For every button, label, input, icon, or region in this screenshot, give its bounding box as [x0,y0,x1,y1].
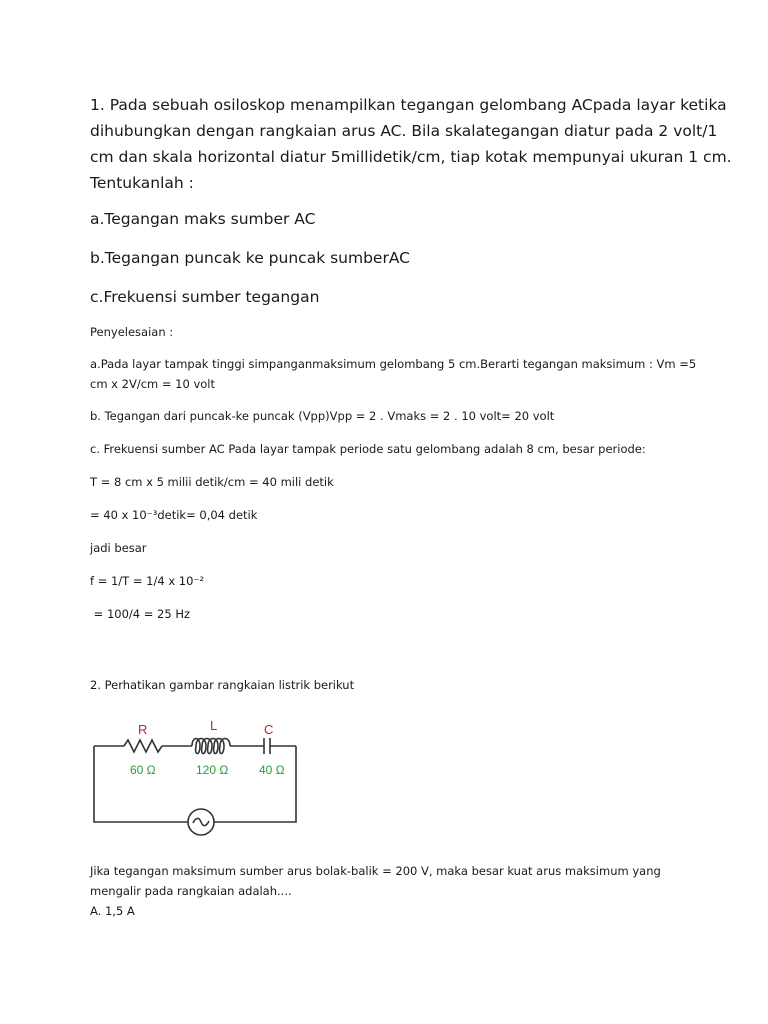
solution-period-2: = 40 x 10⁻³detik= 0,04 detik [90,508,258,522]
q1-line-1: 1. Pada sebuah osiloskop menampilkan tegangan gelombang ACpada layar ketika [90,96,727,114]
q2-text-2: mengalir pada rangkaian adalah.... [90,884,292,898]
q2-title: 2. Perhatikan gambar rangkaian listrik berikut [90,678,355,692]
capacitor-label: C [264,722,274,737]
resistor-label: R [138,722,148,737]
solution-c: c. Frekuensi sumber AC Pada layar tampak periode satu gelombang adalah 8 cm, besar periode: [90,442,646,456]
q1-option-c: c.Frekuensi sumber tegangan [90,288,320,306]
inductor-symbol [192,739,230,754]
inductor-value: 120 Ω [196,763,229,777]
q1-line-2: dihubungkan dengan rangkaian arus AC. Bila skalategangan diatur pada 2 volt/1 [90,122,718,140]
q1-option-b: b.Tegangan puncak ke puncak sumberAC [90,249,410,267]
solution-jadi: jadi besar [90,541,147,555]
rlc-circuit-diagram [88,718,308,838]
solution-a-line-1: a.Pada layar tampak tinggi simpanganmaksimum gelombang 5 cm.Berarti tegangan maksimum : Vm =5 [90,357,697,371]
q1-line-4: Tentukanlah : [90,174,194,192]
capacitor-symbol [264,738,270,754]
q1-option-a: a.Tegangan maks sumber AC [90,210,316,228]
ac-sine-glyph [193,818,209,825]
solution-frequency-2: = 100/4 = 25 Hz [90,607,191,621]
capacitor-value: 40 Ω [259,763,285,777]
solution-heading: Penyelesaian : [90,325,174,339]
inductor-label: L [210,718,218,733]
q2-option-a: A. 1,5 A [90,904,135,918]
resistor-value: 60 Ω [130,763,156,777]
solution-a-line-2: cm x 2V/cm = 10 volt [90,377,216,391]
wire-left [94,746,188,822]
solution-period-1: T = 8 cm x 5 milii detik/cm = 40 mili detik [90,475,334,489]
solution-b: b. Tegangan dari puncak-ke puncak (Vpp)Vpp = 2 . Vmaks = 2 . 10 volt= 20 volt [90,409,555,423]
q1-line-3: cm dan skala horizontal diatur 5millidetik/cm, tiap kotak mempunyai ukuran 1 cm. [90,148,732,166]
solution-frequency-1: f = 1/T = 1/4 x 10⁻² [90,574,205,588]
wire-right [214,746,296,822]
resistor-symbol [124,740,162,752]
q2-text-1: Jika tegangan maksimum sumber arus bolak-balik = 200 V, maka besar kuat arus maksimum yang [90,864,661,878]
